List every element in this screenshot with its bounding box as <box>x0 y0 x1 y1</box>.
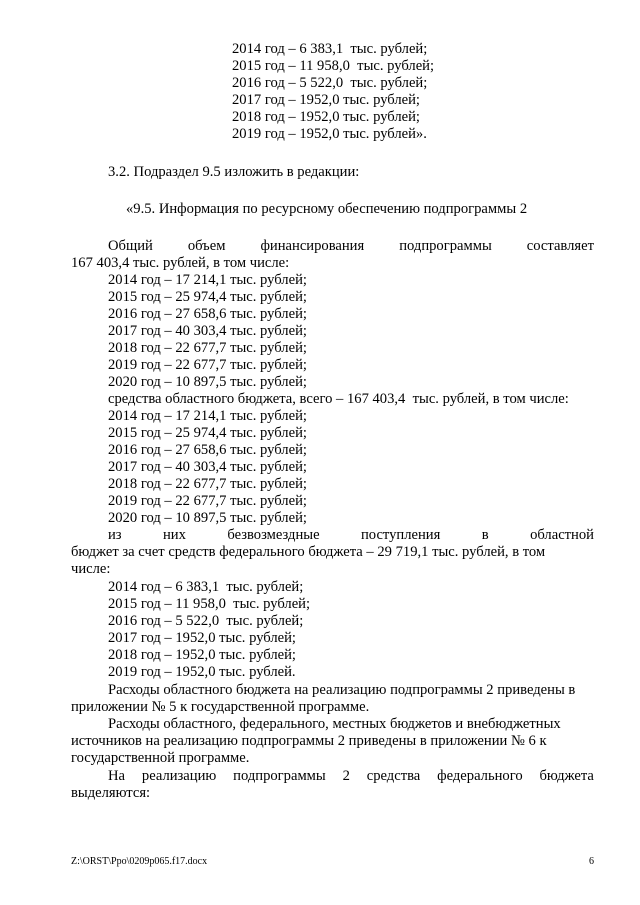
list-item: 2019 год – 22 677,7 тыс. рублей; <box>108 357 307 373</box>
list-item: 2016 год – 27 658,6 тыс. рублей; <box>108 306 307 322</box>
list-item: 2015 год – 25 974,4 тыс. рублей; <box>108 289 307 305</box>
list-item: 2018 год – 1952,0 тыс. рублей; <box>232 109 420 125</box>
section-intro: 3.2. Подраздел 9.5 изложить в редакции: <box>108 164 360 180</box>
word: из <box>108 527 122 543</box>
word: средства <box>366 768 421 784</box>
section-heading: «9.5. Информация по ресурсному обеспечению подпрограммы 2 <box>126 201 528 217</box>
word: объем <box>187 238 226 254</box>
list-item: 2019 год – 1952,0 тыс. рублей. <box>108 664 296 680</box>
word: финансирования <box>260 238 365 254</box>
list-item: 2017 год – 40 303,4 тыс. рублей; <box>108 323 307 339</box>
federal-paragraph-line1 <box>108 526 594 544</box>
list-item: 2016 год – 5 522,0 тыс. рублей; <box>108 613 304 629</box>
list-item: 2018 год – 22 677,7 тыс. рублей; <box>108 476 307 492</box>
word: подпрограммы <box>399 238 492 254</box>
federal-paragraph-line2: бюджет за счет средств федерального бюджета – 29 719,1 тыс. рублей, в том <box>71 544 546 560</box>
word: 2 <box>342 768 350 784</box>
list-item: 2020 год – 10 897,5 тыс. рублей; <box>108 510 307 526</box>
federal-paragraph-line3: числе: <box>71 561 111 577</box>
expense-paragraph1-line2: приложении № 5 к государственной программе. <box>71 699 370 715</box>
final-paragraph-line1 <box>108 767 594 785</box>
list-item: 2014 год – 17 214,1 тыс. рублей; <box>108 272 307 288</box>
word: федерального <box>437 768 523 784</box>
word: составляет <box>526 238 594 254</box>
word: На <box>108 768 126 784</box>
list-item: 2017 год – 40 303,4 тыс. рублей; <box>108 459 307 475</box>
word: реализацию <box>141 768 217 784</box>
list-item: 2014 год – 6 383,1 тыс. рублей; <box>108 579 304 595</box>
word: областной <box>530 527 594 543</box>
list-item: 2016 год – 5 522,0 тыс. рублей; <box>232 75 428 91</box>
list-item: 2019 год – 1952,0 тыс. рублей». <box>232 126 427 142</box>
word: них <box>163 527 186 543</box>
footer-file-path: Z:\ORST\Ppo\0209p065.f17.docx <box>71 856 208 867</box>
expense-paragraph1-line1: Расходы областного бюджета на реализацию подпрограммы 2 приведены в <box>108 682 576 698</box>
word: подпрограммы <box>233 768 326 784</box>
word: безвозмездные <box>227 527 320 543</box>
list-item: 2017 год – 1952,0 тыс. рублей; <box>108 630 296 646</box>
list-item: 2015 год – 11 958,0 тыс. рублей; <box>108 596 311 612</box>
total-paragraph-line2: 167 403,4 тыс. рублей, в том числе: <box>71 255 290 271</box>
page-number: 6 <box>589 856 594 867</box>
word: Общий <box>108 238 153 254</box>
word: в <box>481 527 489 543</box>
list-item: 2014 год – 6 383,1 тыс. рублей; <box>232 41 428 57</box>
word: бюджета <box>539 768 594 784</box>
list-item: 2015 год – 25 974,4 тыс. рублей; <box>108 425 307 441</box>
total-paragraph-line1 <box>108 237 594 255</box>
list-item: 2016 год – 27 658,6 тыс. рублей; <box>108 442 307 458</box>
expense-paragraph2-line1: Расходы областного, федерального, местных бюджетов и внебюджетных <box>108 716 561 732</box>
list-item: 2018 год – 22 677,7 тыс. рублей; <box>108 340 307 356</box>
list-item: 2015 год – 11 958,0 тыс. рублей; <box>232 58 435 74</box>
list-item: 2018 год – 1952,0 тыс. рублей; <box>108 647 296 663</box>
regional-intro: средства областного бюджета, всего – 167 403,4 тыс. рублей, в том числе: <box>108 391 569 407</box>
list-item: 2014 год – 17 214,1 тыс. рублей; <box>108 408 307 424</box>
list-item: 2019 год – 22 677,7 тыс. рублей; <box>108 493 307 509</box>
expense-paragraph2-line3: государственной программе. <box>71 750 250 766</box>
list-item: 2017 год – 1952,0 тыс. рублей; <box>232 92 420 108</box>
expense-paragraph2-line2: источников на реализацию подпрограммы 2 приведены в приложении № 6 к <box>71 733 547 749</box>
final-paragraph-line2: выделяются: <box>71 785 151 801</box>
list-item: 2020 год – 10 897,5 тыс. рублей; <box>108 374 307 390</box>
word: поступления <box>360 527 441 543</box>
